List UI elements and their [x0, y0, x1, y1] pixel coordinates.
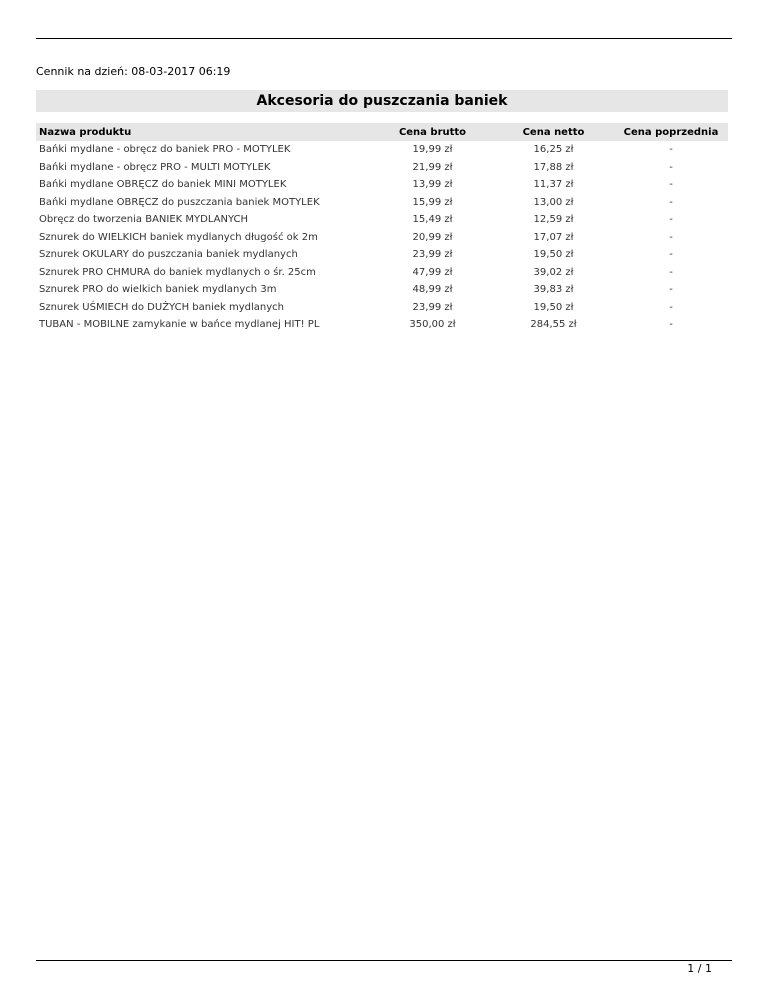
price-table: [36, 123, 728, 334]
product-name-cell: Bańki mydlane - obręcz do baniek PRO - MOTYLEK: [39, 144, 291, 156]
product-name-cell: Bańki mydlane OBRĘCZ do baniek MINI MOTYLEK: [39, 179, 287, 191]
table-header-row: [36, 123, 728, 141]
previous-price-cell: -: [669, 301, 673, 313]
column-header-product-name: Nazwa produktu: [36, 123, 372, 141]
table-row: [36, 211, 728, 229]
net-price-cell: 17,88 zł: [533, 161, 574, 173]
table-row: [36, 176, 728, 194]
product-name-cell: Bańki mydlane - obręcz PRO - MULTI MOTYLEK: [39, 161, 271, 173]
table-row: [36, 299, 728, 317]
gross-price-cell: 15,49 zł: [412, 214, 453, 226]
bottom-divider: [36, 960, 732, 961]
section-title: Akcesoria do puszczania baniek: [36, 90, 728, 112]
product-name-cell: Sznurek PRO do wielkich baniek mydlanych 3m: [39, 284, 277, 296]
net-price-cell: 19,50 zł: [533, 249, 574, 261]
table-row: [36, 264, 728, 282]
table-row: [36, 281, 728, 299]
table-row: [36, 194, 728, 212]
table-row: [36, 229, 728, 247]
gross-price-cell: 47,99 zł: [412, 266, 453, 278]
net-price-cell: 19,50 zł: [533, 301, 574, 313]
previous-price-cell: -: [669, 319, 673, 331]
previous-price-cell: -: [669, 144, 673, 156]
gross-price-cell: 15,99 zł: [412, 196, 453, 208]
table-row: [36, 141, 728, 159]
previous-price-cell: -: [669, 266, 673, 278]
product-name-cell: Sznurek OKULARY do puszczania baniek mydlanych: [39, 249, 298, 261]
product-name-cell: Sznurek UŚMIECH do DUŻYCH baniek mydlanych: [39, 301, 285, 313]
net-price-cell: 39,02 zł: [533, 266, 574, 278]
table-body: [36, 141, 728, 334]
top-divider: [36, 38, 732, 39]
table-row: [36, 159, 728, 177]
previous-price-cell: -: [669, 179, 673, 191]
gross-price-cell: 350,00 zł: [409, 319, 456, 331]
net-price-cell: 17,07 zł: [533, 231, 574, 243]
previous-price-cell: -: [669, 196, 673, 208]
gross-price-cell: 13,99 zł: [412, 179, 453, 191]
net-price-cell: 284,55 zł: [530, 319, 577, 331]
gross-price-cell: 23,99 zł: [412, 249, 453, 261]
gross-price-cell: 48,99 zł: [412, 284, 453, 296]
previous-price-cell: -: [669, 231, 673, 243]
net-price-cell: 11,37 zł: [533, 179, 574, 191]
previous-price-cell: -: [669, 214, 673, 226]
gross-price-cell: 19,99 zł: [412, 144, 453, 156]
table-row: [36, 246, 728, 264]
net-price-cell: 12,59 zł: [533, 214, 574, 226]
product-name-cell: Sznurek do WIELKICH baniek mydlanych długość ok 2m: [39, 231, 318, 243]
product-name-cell: TUBAN - MOBILNE zamykanie w bańce mydlanej HIT! PL: [39, 319, 320, 331]
gross-price-cell: 23,99 zł: [412, 301, 453, 313]
net-price-cell: 39,83 zł: [533, 284, 574, 296]
net-price-cell: 13,00 zł: [533, 196, 574, 208]
previous-price-cell: -: [669, 249, 673, 261]
gross-price-cell: 20,99 zł: [412, 231, 453, 243]
previous-price-cell: -: [669, 161, 673, 173]
column-header-net-price: Cena netto: [493, 123, 614, 141]
gross-price-cell: 21,99 zł: [412, 161, 453, 173]
previous-price-cell: -: [669, 284, 673, 296]
net-price-cell: 16,25 zł: [533, 144, 574, 156]
page-number: 1 / 1: [687, 962, 712, 975]
column-header-previous-price: Cena poprzednia: [614, 123, 728, 141]
product-name-cell: Bańki mydlane OBRĘCZ do puszczania baniek MOTYLEK: [39, 196, 320, 208]
price-list-date: Cennik na dzień: 08-03-2017 06:19: [36, 65, 231, 78]
product-name-cell: Obręcz do tworzenia BANIEK MYDLANYCH: [39, 214, 249, 226]
product-name-cell: Sznurek PRO CHMURA do baniek mydlanych o śr. 25cm: [39, 266, 316, 278]
table-row: [36, 316, 728, 334]
column-header-gross-price: Cena brutto: [372, 123, 493, 141]
